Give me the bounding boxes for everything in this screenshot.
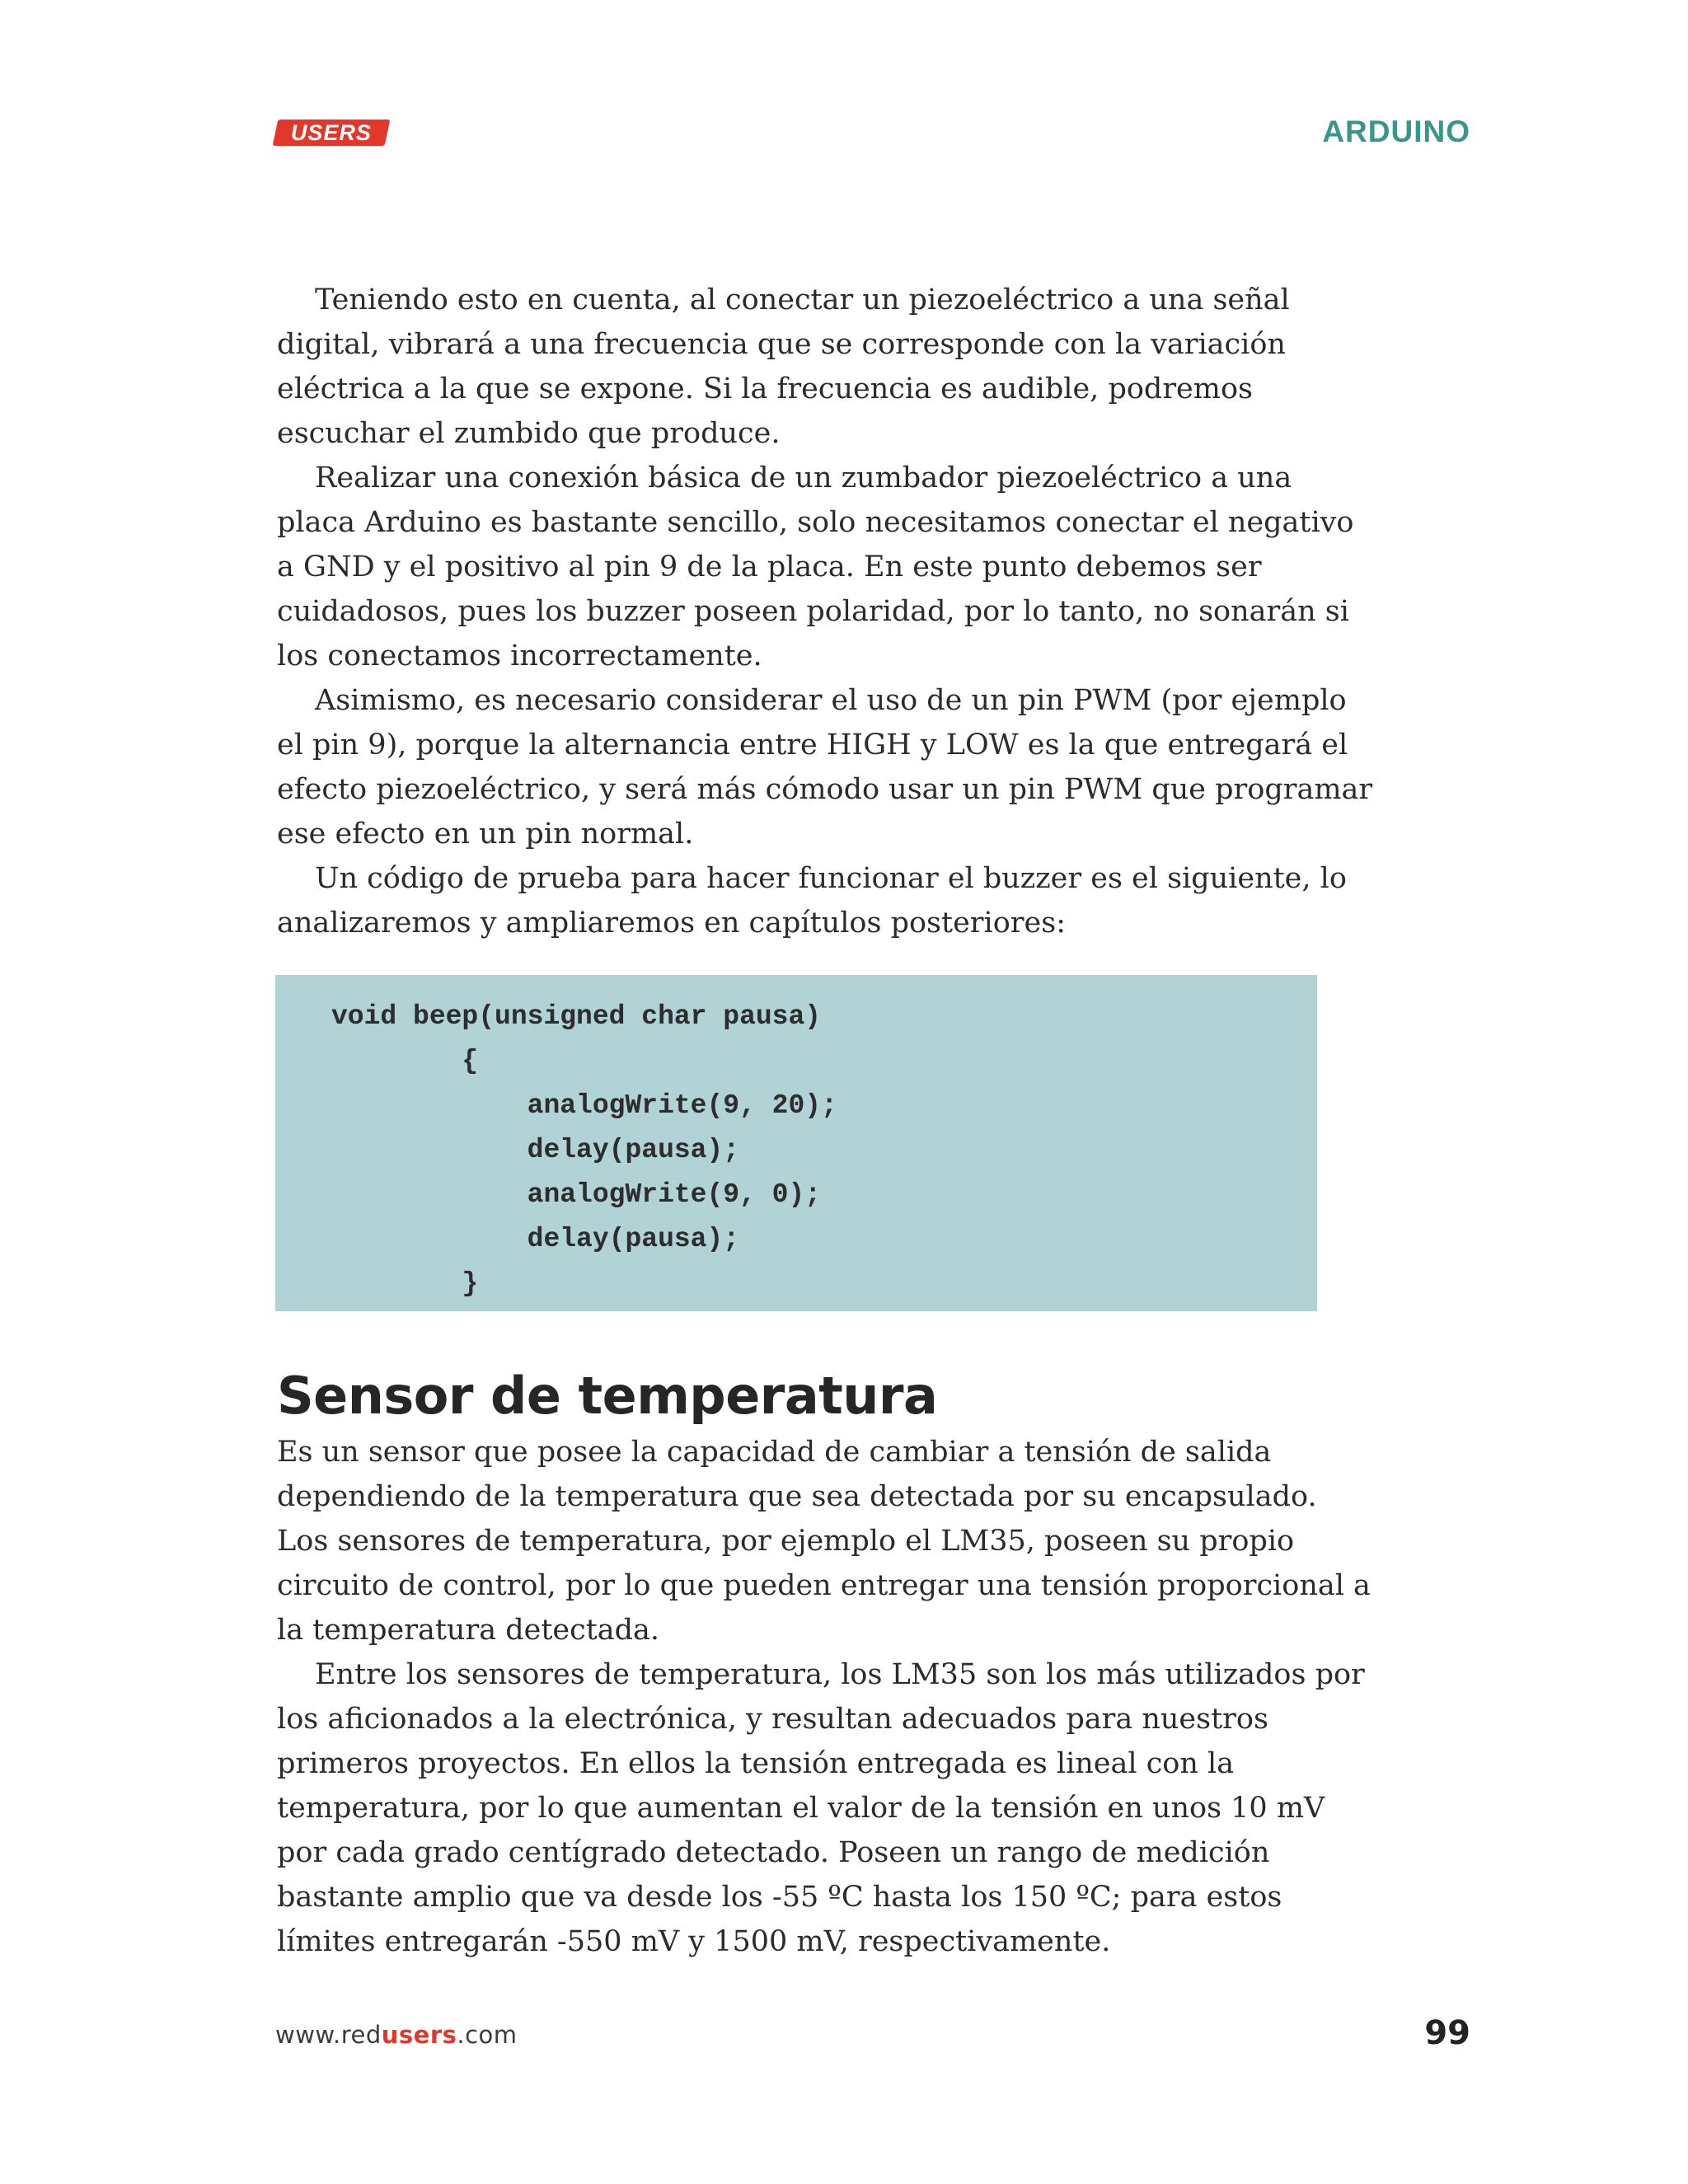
section-heading: Sensor de temperatura <box>277 1366 938 1426</box>
sensor-text <box>277 1430 1373 1964</box>
paragraph: Un código de prueba para hacer funcionar el buzzer es el siguiente, lo analizaremos y ampliaremos en capítulos posteriores: <box>277 862 1347 940</box>
url-prefix: www.red <box>275 2021 382 2049</box>
url-highlight: users <box>381 2021 457 2049</box>
section-label: ARDUINO <box>1322 115 1470 148</box>
url-suffix: .com <box>457 2021 518 2049</box>
intro-text <box>277 278 1373 945</box>
users-logo <box>273 120 391 146</box>
paragraph: Entre los sensores de temperatura, los LM35 son los más utilizados por los aficionados a la electrónica, y resultan adecuados para nuestros primeros proyectos. En ellos la tensión entregada es lineal con la temperatura, por lo que aumentan el valor de la tensión en unos 10 mV por cada grado centígrado detectado. Poseen un rango de medición bastante amplio que va desde los -55 ºC hasta los 150 ºC; para estos límites entregarán -550 mV y 1500 mV, respectivamente. <box>277 1658 1365 1958</box>
code-text: void beep(unsigned char pausa) { analogWrite(9, 20); delay(pausa); analogWrite(9, 0); delay(pausa); } <box>331 1001 837 1299</box>
paragraph: Realizar una conexión básica de un zumbador piezoeléctrico a una placa Arduino es bastante sencillo, solo necesitamos conectar el negativo a GND y el positivo al pin 9 de la placa. En este punto debemos ser cuidadosos, pues los buzzer poseen polaridad, por lo tanto, no sonarán si los conectamos incorrectamente. <box>277 462 1354 673</box>
paragraph: Teniendo esto en cuenta, al conectar un piezoeléctrico a una señal digital, vibrará a una frecuencia que se corresponde con la variación eléctrica a la que se expone. Si la frecuencia es audible, podremos escuchar el zumbido que produce. <box>277 284 1290 450</box>
code-listing <box>275 975 1317 1311</box>
paragraph: Es un sensor que posee la capacidad de cambiar a tensión de salida dependiendo de la temperatura que sea detectada por su encapsulado. Los sensores de temperatura, por ejemplo el LM35, poseen su propio circuito de control, por lo que pueden entregar una tensión proporcional a la temperatura detectada. <box>277 1436 1371 1647</box>
footer-url <box>275 2021 518 2049</box>
logo-text: USERS <box>290 120 373 145</box>
page-number: 99 <box>1424 2014 1470 2052</box>
paragraph: Asimismo, es necesario considerar el uso de un pin PWM (por ejemplo el pin 9), porque la alternancia entre HIGH y LOW es la que entregará el efecto piezoeléctrico, y será más cómodo usar un pin PWM que programar ese efecto en un pin normal. <box>277 684 1373 851</box>
